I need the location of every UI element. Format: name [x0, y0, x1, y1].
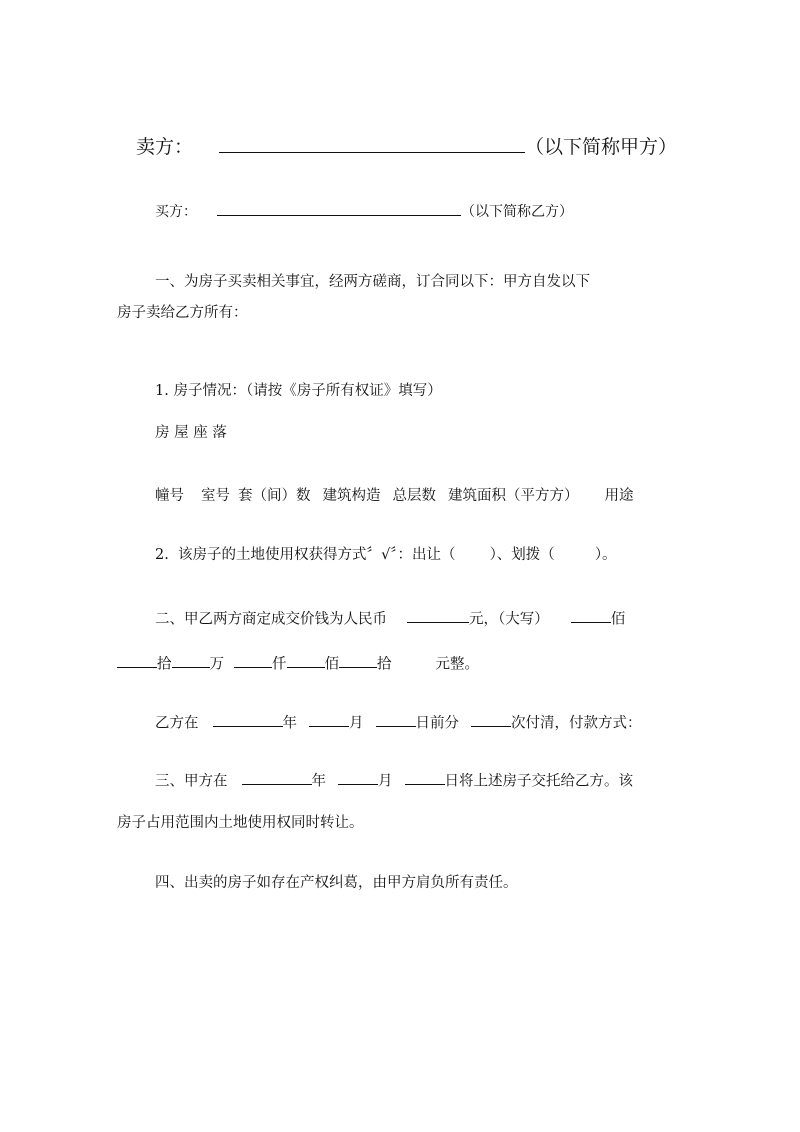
handover-day-label: 日将上述房子交托给乙方。该	[444, 773, 633, 790]
shi-label-2: 拾	[377, 656, 392, 673]
column-building-no: 幢号	[155, 488, 184, 504]
clause-3-line-1	[155, 772, 633, 789]
handover-day-blank[interactable]	[405, 772, 445, 785]
ten-blank[interactable]	[339, 655, 377, 668]
handover-month-blank[interactable]	[338, 772, 378, 785]
clause-3-line-2: 房子占用范围内土地使用权同时转让。	[117, 815, 364, 831]
item-2-text-d: ）。	[594, 547, 617, 563]
buyer-name-blank[interactable]	[217, 203, 461, 216]
seller-line	[136, 136, 677, 157]
payment-times-blank[interactable]	[471, 714, 511, 727]
column-unit-count: 套（间）数	[238, 488, 311, 504]
check-mark-icon: √	[381, 547, 391, 563]
handover-year-label: 年	[311, 773, 326, 790]
payment-month-label: 月	[349, 715, 364, 732]
clause-2-yuan: 元，（大写）	[469, 611, 549, 628]
payment-times-label: 次付清，付款方式：	[511, 715, 642, 732]
shi-label: 拾	[157, 656, 172, 673]
payment-year-label: 年	[282, 715, 297, 732]
column-total-floors: 总层数	[392, 488, 436, 504]
buyer-suffix: （以下简称乙方）	[461, 203, 573, 220]
clause-2-amount-line	[117, 655, 479, 672]
seller-name-blank[interactable]	[219, 136, 525, 153]
buyer-line	[155, 203, 573, 219]
hundred-million-blank[interactable]	[571, 610, 611, 623]
clause-3-prefix: 三、甲方在	[155, 773, 228, 790]
column-usage: 用途	[604, 488, 634, 504]
payment-year-blank[interactable]	[213, 714, 283, 727]
clause-1-line-1: 一、为房子买卖相关事宜，经两方磋商，订合同以下：甲方自发以下	[155, 274, 590, 290]
payment-prefix: 乙方在	[155, 715, 199, 732]
qian-label: 仟	[272, 656, 287, 673]
handover-month-label: 月	[378, 773, 393, 790]
payment-month-blank[interactable]	[309, 714, 349, 727]
payment-line	[155, 714, 642, 731]
buyer-label: 买方：	[155, 203, 197, 220]
million-blank[interactable]	[172, 655, 210, 668]
yuan-end-label: 元整。	[435, 656, 479, 673]
payment-day-label: 日前分	[415, 715, 459, 732]
clause-2-prefix: 二、甲乙两方商定成交价钱为人民币	[155, 611, 387, 628]
seller-suffix: （以下简称甲方）	[525, 136, 678, 159]
price-amount-blank[interactable]	[407, 610, 469, 623]
item-2-land-use-line	[155, 548, 617, 563]
column-floor-area: 建筑面积（平方方）	[448, 488, 579, 504]
clause-2-bai: 佰	[610, 611, 626, 628]
property-columns-row	[155, 489, 634, 504]
handover-year-blank[interactable]	[242, 772, 312, 785]
hundred-blank[interactable]	[287, 655, 325, 668]
bai-label: 佰	[324, 656, 339, 673]
clause-4: 四、出卖的房子如存在产权纠葛，由甲方肩负所有责任。	[155, 875, 518, 891]
item-1-heading: 1. 房子情况：（请按《房子所有权证》填写）	[155, 383, 442, 399]
wan-label: 万	[209, 656, 224, 673]
seller-label: 卖方：	[136, 136, 194, 159]
payment-day-blank[interactable]	[376, 714, 416, 727]
column-room-no: 室号	[201, 488, 230, 504]
clause-1-line-2: 房子卖给乙方所有：	[117, 305, 248, 321]
thousand-blank[interactable]	[234, 655, 272, 668]
item-1-location-label: 房 屋 座 落	[155, 425, 227, 441]
item-2-text-a: 2. 该房子的土地使用权获得方式〞	[155, 547, 382, 563]
item-2-text-c: ）、划拨（	[489, 547, 555, 563]
column-construction: 建筑构造	[322, 488, 381, 504]
clause-2-price-line	[155, 610, 625, 627]
ten-million-blank[interactable]	[117, 655, 157, 668]
item-2-text-b: 〞：出让（	[390, 547, 456, 563]
